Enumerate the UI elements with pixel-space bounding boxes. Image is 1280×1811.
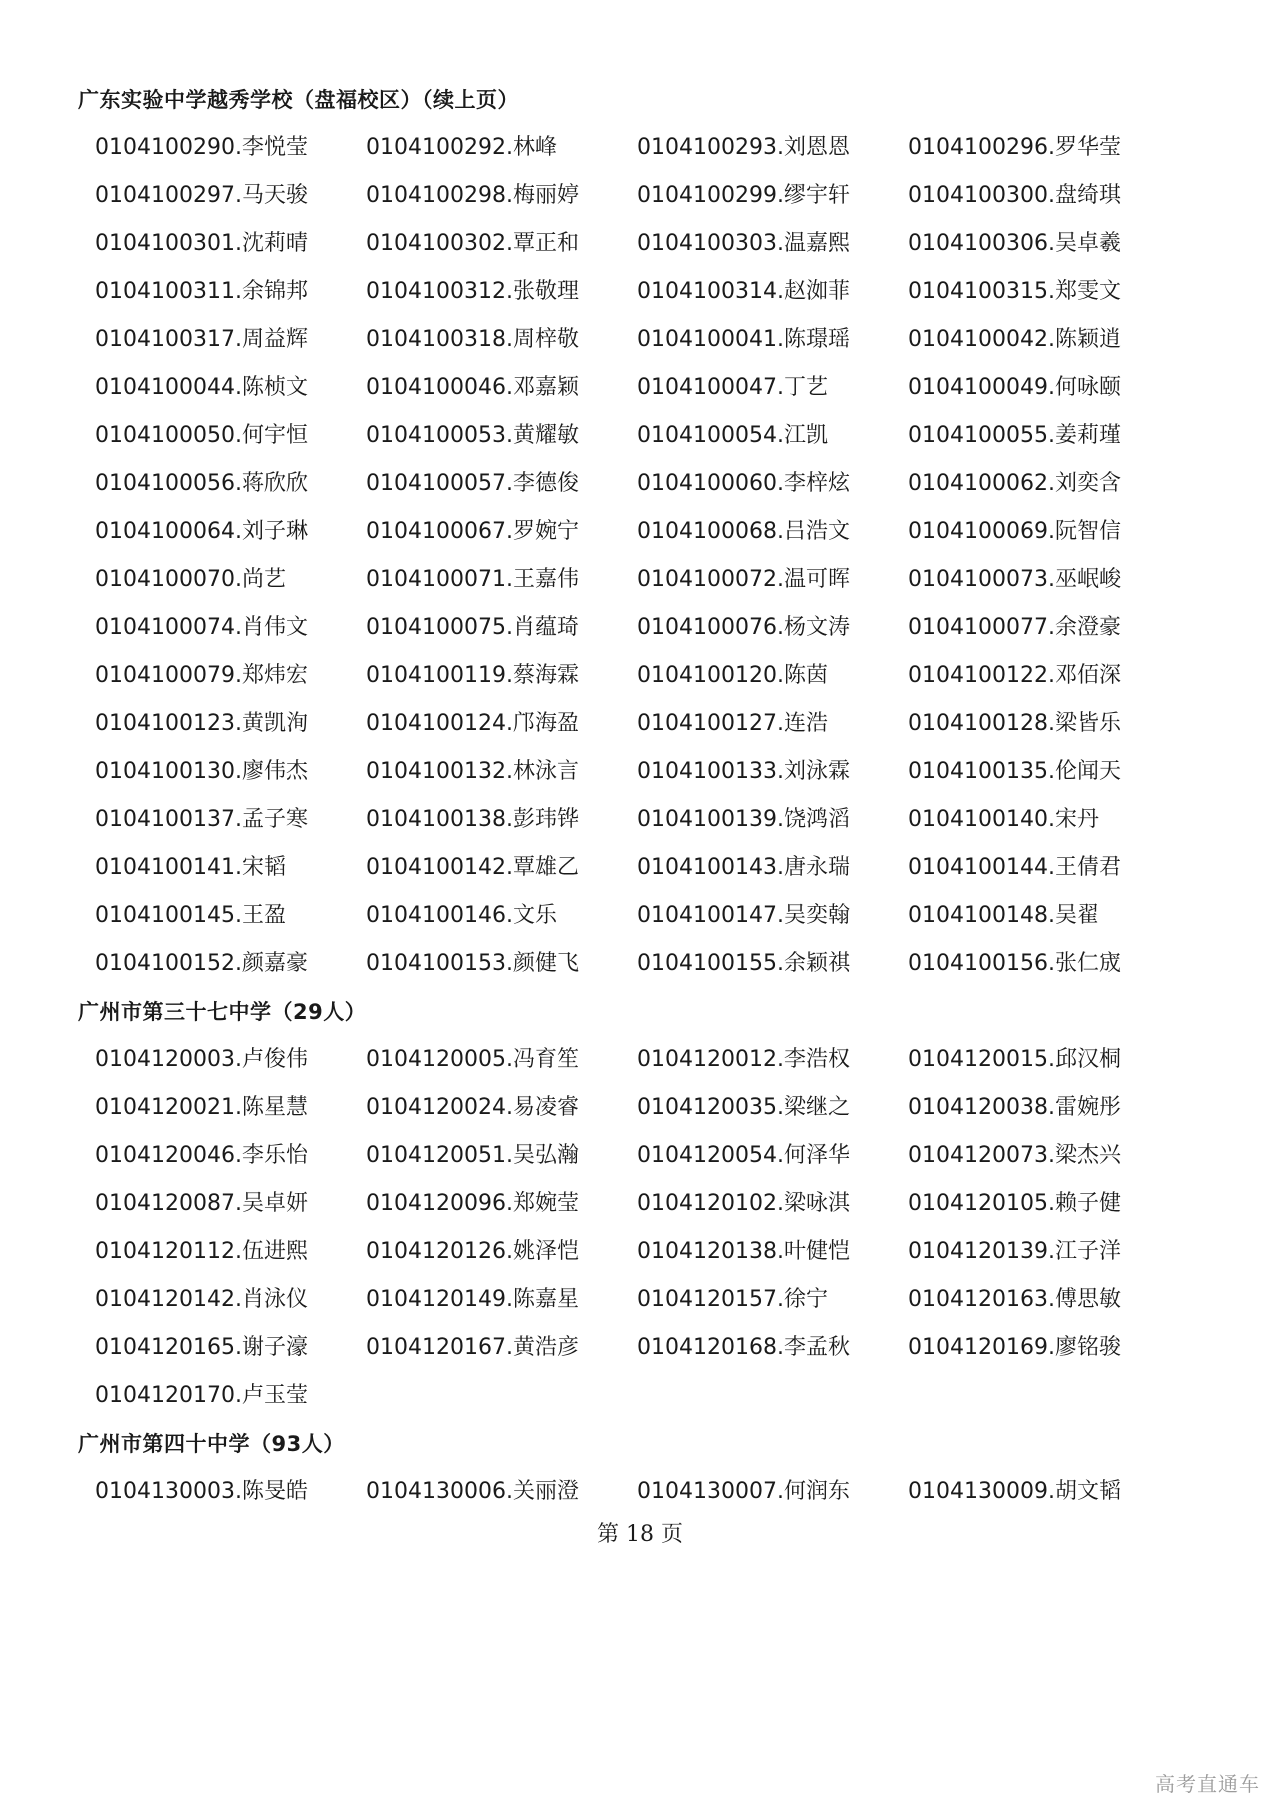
roster-entry: 0104100300.盘绮琪 xyxy=(908,183,1121,208)
entry-grid xyxy=(95,124,1158,988)
roster-entry: 0104100074.肖伟文 xyxy=(95,615,308,640)
roster-entry: 0104100123.黄凯洵 xyxy=(95,711,308,736)
section-title: 广州市第三十七中学（29人） xyxy=(78,1000,367,1024)
roster-entry: 0104100299.缪宇轩 xyxy=(637,183,850,208)
roster-entry: 0104100128.梁皆乐 xyxy=(908,711,1121,736)
roster-entry: 0104120024.易凌睿 xyxy=(366,1095,579,1120)
roster-entry: 0104100047.丁艺 xyxy=(637,375,828,400)
roster-entry: 0104100060.李梓炫 xyxy=(637,471,850,496)
roster-entry: 0104100293.刘恩恩 xyxy=(637,135,850,160)
roster-entry: 0104100311.余锦邦 xyxy=(95,279,308,304)
roster-entry: 0104100145.王盈 xyxy=(95,903,286,928)
roster-entry: 0104120105.赖子健 xyxy=(908,1191,1121,1216)
roster-content xyxy=(78,76,1158,1516)
roster-entry: 0104100077.余澄豪 xyxy=(908,615,1121,640)
roster-entry: 0104120003.卢俊伟 xyxy=(95,1047,308,1072)
roster-entry: 0104120169.廖铭骏 xyxy=(908,1335,1121,1360)
roster-entry: 0104100072.温可晖 xyxy=(637,567,850,592)
roster-entry: 0104100138.彭玮铧 xyxy=(366,807,579,832)
roster-entry: 0104100067.罗婉宁 xyxy=(366,519,579,544)
roster-entry: 0104100068.吕浩文 xyxy=(637,519,850,544)
roster-entry: 0104100312.张敬理 xyxy=(366,279,579,304)
roster-entry: 0104100062.刘奕含 xyxy=(908,471,1121,496)
roster-entry: 0104120054.何泽华 xyxy=(637,1143,850,1168)
roster-entry: 0104100056.蒋欣欣 xyxy=(95,471,308,496)
roster-entry: 0104120012.李浩权 xyxy=(637,1047,850,1072)
roster-entry: 0104120157.徐宁 xyxy=(637,1287,828,1312)
roster-entry: 0104100142.覃雄乙 xyxy=(366,855,579,880)
roster-entry: 0104100046.邓嘉颖 xyxy=(366,375,579,400)
roster-entry: 0104120167.黄浩彦 xyxy=(366,1335,579,1360)
roster-entry: 0104100124.邝海盈 xyxy=(366,711,579,736)
roster-entry: 0104130009.胡文韬 xyxy=(908,1479,1121,1504)
roster-entry: 0104120138.叶健恺 xyxy=(637,1239,850,1264)
roster-entry: 0104100057.李德俊 xyxy=(366,471,579,496)
roster-entry: 0104120038.雷婉彤 xyxy=(908,1095,1121,1120)
roster-entry: 0104100064.刘子琳 xyxy=(95,519,308,544)
roster-entry: 0104100147.吴奕翰 xyxy=(637,903,850,928)
roster-entry: 0104100137.孟子寒 xyxy=(95,807,308,832)
roster-entry: 0104100315.郑雯文 xyxy=(908,279,1121,304)
roster-entry: 0104100303.温嘉熙 xyxy=(637,231,850,256)
roster-entry: 0104100127.连浩 xyxy=(637,711,828,736)
roster-entry: 0104100302.覃正和 xyxy=(366,231,579,256)
roster-entry: 0104120163.傅思敏 xyxy=(908,1287,1121,1312)
roster-entry: 0104100301.沈莉晴 xyxy=(95,231,308,256)
roster-entry: 0104100122.邓佰深 xyxy=(908,663,1121,688)
roster-entry: 0104100053.黄耀敏 xyxy=(366,423,579,448)
roster-entry: 0104100146.文乐 xyxy=(366,903,557,928)
watermark: 高考直通车 xyxy=(1155,1772,1260,1796)
roster-entry: 0104100119.蔡海霖 xyxy=(366,663,579,688)
roster-entry: 0104120021.陈星慧 xyxy=(95,1095,308,1120)
school-section xyxy=(78,76,1158,988)
roster-entry: 0104100318.周梓敬 xyxy=(366,327,579,352)
roster-entry: 0104100297.马天骏 xyxy=(95,183,308,208)
roster-entry: 0104100144.王倩君 xyxy=(908,855,1121,880)
roster-entry: 0104100143.唐永瑞 xyxy=(637,855,850,880)
roster-entry: 0104120046.李乐怡 xyxy=(95,1143,308,1168)
roster-entry: 0104130006.关丽澄 xyxy=(366,1479,579,1504)
roster-entry: 0104100071.王嘉伟 xyxy=(366,567,579,592)
roster-entry: 0104120073.梁杰兴 xyxy=(908,1143,1121,1168)
roster-entry: 0104100055.姜莉瑾 xyxy=(908,423,1121,448)
school-section xyxy=(78,988,1158,1420)
roster-entry: 0104100141.宋韬 xyxy=(95,855,286,880)
roster-entry: 0104100130.廖伟杰 xyxy=(95,759,308,784)
roster-entry: 0104100132.林泳言 xyxy=(366,759,579,784)
roster-entry: 0104120087.吴卓妍 xyxy=(95,1191,308,1216)
roster-entry: 0104100133.刘泳霖 xyxy=(637,759,850,784)
roster-entry: 0104100076.杨文涛 xyxy=(637,615,850,640)
roster-entry: 0104120096.郑婉莹 xyxy=(366,1191,579,1216)
roster-entry: 0104100139.饶鸿滔 xyxy=(637,807,850,832)
school-section xyxy=(78,1420,1158,1516)
roster-entry: 0104120139.江子洋 xyxy=(908,1239,1121,1264)
roster-entry: 0104130007.何润东 xyxy=(637,1479,850,1504)
roster-entry: 0104100298.梅丽婷 xyxy=(366,183,579,208)
entry-grid xyxy=(95,1036,1158,1420)
roster-entry: 0104100317.周益辉 xyxy=(95,327,308,352)
roster-entry: 0104130003.陈旻皓 xyxy=(95,1479,308,1504)
roster-entry: 0104120168.李孟秋 xyxy=(637,1335,850,1360)
roster-entry: 0104120102.梁咏淇 xyxy=(637,1191,850,1216)
roster-entry: 0104100148.吴翟 xyxy=(908,903,1099,928)
roster-entry: 0104120005.冯育笙 xyxy=(366,1047,579,1072)
roster-entry: 0104120142.肖泳仪 xyxy=(95,1287,308,1312)
roster-entry: 0104100153.颜健飞 xyxy=(366,951,579,976)
roster-entry: 0104100073.巫岷峻 xyxy=(908,567,1121,592)
entry-grid xyxy=(95,1468,1158,1516)
roster-entry: 0104100075.肖蕴琦 xyxy=(366,615,579,640)
roster-entry: 0104120035.梁继之 xyxy=(637,1095,850,1120)
section-title: 广东实验中学越秀学校（盘福校区）（续上页） xyxy=(78,88,519,112)
roster-entry: 0104100054.江凯 xyxy=(637,423,828,448)
roster-entry: 0104120170.卢玉莹 xyxy=(95,1383,308,1408)
roster-entry: 0104100290.李悦莹 xyxy=(95,135,308,160)
section-title: 广州市第四十中学（93人） xyxy=(78,1432,345,1456)
roster-entry: 0104120165.谢子濠 xyxy=(95,1335,308,1360)
roster-entry: 0104120126.姚泽恺 xyxy=(366,1239,579,1264)
roster-entry: 0104100042.陈颖逍 xyxy=(908,327,1121,352)
roster-entry: 0104100120.陈茵 xyxy=(637,663,828,688)
roster-entry: 0104120051.吴弘瀚 xyxy=(366,1143,579,1168)
roster-entry: 0104100156.张仁宬 xyxy=(908,951,1121,976)
roster-entry: 0104100296.罗华莹 xyxy=(908,135,1121,160)
roster-entry: 0104100041.陈璟瑶 xyxy=(637,327,850,352)
roster-entry: 0104100292.林峰 xyxy=(366,135,557,160)
roster-entry: 0104100079.郑炜宏 xyxy=(95,663,308,688)
roster-entry: 0104100070.尚艺 xyxy=(95,567,286,592)
roster-entry: 0104120112.伍进熙 xyxy=(95,1239,308,1264)
roster-entry: 0104100069.阮智信 xyxy=(908,519,1121,544)
roster-entry: 0104100049.何咏颐 xyxy=(908,375,1121,400)
roster-entry: 0104120149.陈嘉星 xyxy=(366,1287,579,1312)
roster-entry: 0104100050.何宇恒 xyxy=(95,423,308,448)
page-number: 第 18 页 xyxy=(597,1522,683,1547)
roster-entry: 0104100140.宋丹 xyxy=(908,807,1099,832)
roster-entry: 0104120015.邱汉桐 xyxy=(908,1047,1121,1072)
roster-entry: 0104100152.颜嘉豪 xyxy=(95,951,308,976)
roster-entry: 0104100135.伦闻天 xyxy=(908,759,1121,784)
roster-entry: 0104100306.吴卓羲 xyxy=(908,231,1121,256)
roster-entry: 0104100314.赵洳菲 xyxy=(637,279,850,304)
roster-entry: 0104100044.陈桢文 xyxy=(95,375,308,400)
roster-entry: 0104100155.余颖祺 xyxy=(637,951,850,976)
